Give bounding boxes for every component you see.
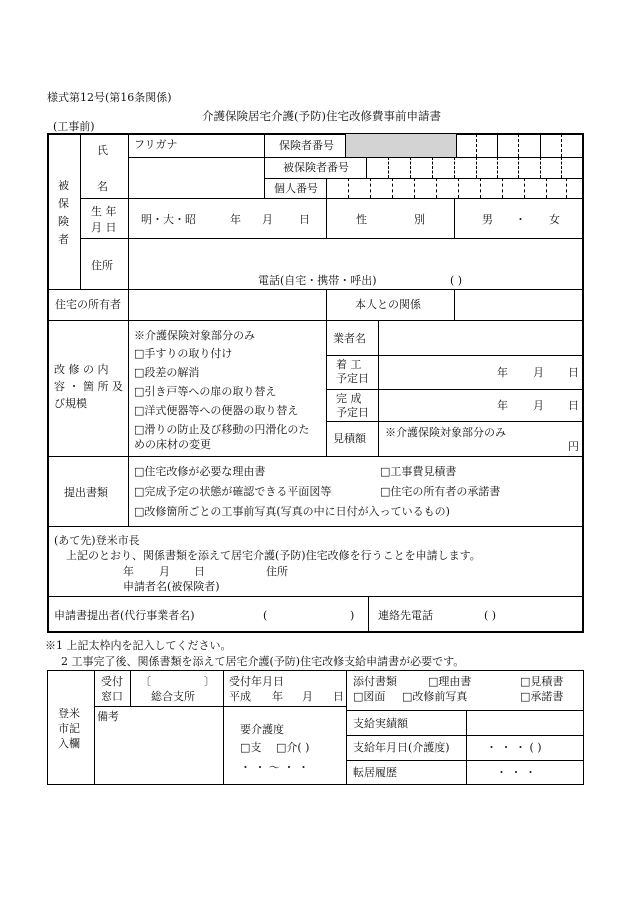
renovation-item: めの床材の変更 [134,438,211,451]
consent-doc: □承諾書 [520,690,564,703]
care-option: □介( ) [276,741,310,754]
document-item: □完成予定の状態が確認できる平面図等 [134,485,332,498]
insured-label-2: 保 [58,197,69,210]
start-month: 月 [533,366,544,379]
estimate-label: 見積額 [333,432,366,445]
end-year: 年 [497,399,508,412]
received-day: 日 [333,690,344,703]
end-label-1: 完 成 [336,392,362,405]
city-label-1: 登米 [58,707,80,720]
end-label-2: 予定日 [336,406,369,419]
renovation-label-2: 容 ・ 箇 所 及 [54,380,123,393]
sex-label-2: 別 [414,213,425,226]
insured-label-4: 者 [58,233,69,246]
yen-unit: 円 [568,440,579,453]
received-era: 平成 [229,690,251,703]
estimate-note: ※介護保険対象部分のみ [385,426,506,439]
end-day: 日 [568,399,579,412]
contractor-label: 業者名 [333,332,366,345]
declaration-month: 月 [159,565,170,578]
furigana-label: フリガナ [134,138,178,151]
insured-label-3: 険 [58,215,69,228]
submitter-paren-open: ( [263,609,268,622]
declaration-day: 日 [194,565,205,578]
name-label-2: 名 [97,180,108,193]
submitter-paren-close: ) [350,609,355,622]
renovation-item: □洋式便器等への便器の取り替え [134,404,299,417]
bracket-close: 〕 [204,675,215,688]
personal-number-label: 個人番号 [274,182,318,195]
birth-month: 月 [262,213,273,226]
bracket-open: 〔 [140,675,151,688]
document-item: □住宅改修が必要な理由書 [134,465,266,478]
applicant-label: 申請者名(被保険者) [123,580,220,593]
renovation-item: □引き戸等への扉の取り替え [134,385,277,398]
form-title: 介護保険居宅介護(予防)住宅改修費事前申請書 [202,109,441,123]
female-option: 女 [549,213,560,226]
stage-label: (工事前) [53,120,95,133]
insurer-number-label: 保険者番号 [279,139,334,152]
birth-year: 年 [230,213,241,226]
sex-separator: ・ [515,213,526,226]
payment-record-label: 支給実績額 [353,717,408,730]
renovation-item: □滑りの防止及び移動の円滑化のた [134,423,310,436]
document-item: □工事費見積書 [380,465,457,478]
relocation-label: 転居履歴 [353,766,397,779]
address-label: 住所 [91,259,113,272]
drawing-doc: □図面 [353,690,386,703]
received-year: 年 [272,690,283,703]
form-number: 様式第12号(第16条関係) [47,91,172,104]
start-label-1: 着 工 [336,358,362,371]
city-label-2: 市記 [58,722,80,735]
document-item: □改修箇所ごとの工事前写真(写真の中に日付が入っているもの) [134,505,450,518]
relocation-value: ・ ・ ・ [496,766,536,779]
document-item: □住宅の所有者の承諾書 [380,485,501,498]
name-label-1: 氏 [97,144,108,157]
support-option: □支 [240,741,262,754]
birth-day: 日 [299,213,310,226]
declaration-text: 上記のとおり、関係書類を添えて居宅介護(予防)住宅改修を行うことを申請します。 [66,549,481,562]
reception-label-1: 受付 [101,675,123,688]
declaration-year: 年 [123,565,134,578]
submitter-phone-parens: ( ) [484,609,497,622]
reception-label-2: 窓口 [101,690,123,703]
care-period: ・ ・ 〜 ・ ・ [240,761,309,774]
renovation-label-1: 改 修 の 内 [54,363,109,376]
renovation-label-3: び規模 [54,397,87,410]
sex-label-1: 性 [356,213,367,226]
received-date-label: 受付年月日 [229,675,284,688]
start-day: 日 [568,366,579,379]
phone-label: 電話(自宅・携帯・呼出) [258,274,377,287]
submitter-phone-label: 連絡先電話 [378,609,433,622]
addressee: (あて先)登米市長 [54,534,140,547]
owner-label: 住宅の所有者 [55,298,121,311]
photo-doc: □改修前写真 [402,690,468,703]
city-label-3: 入欄 [58,737,80,750]
insured-number-label: 被保険者番号 [283,161,349,174]
renovation-note: ※介護保険対象部分のみ [134,329,255,342]
note-1: ※1 上記太枠内を記入してください。 [45,639,232,652]
submitter-label: 申請書提出者(代行事業者名) [54,609,195,622]
remarks-label: 備考 [97,710,119,723]
end-month: 月 [533,399,544,412]
estimate-doc: □見積書 [520,675,564,688]
payment-date-label: 支給年月日(介護度) [353,741,450,754]
payment-date-value: ・ ・ ・ ( ) [486,741,542,754]
received-month: 月 [302,690,313,703]
insured-label-1: 被 [58,179,69,192]
declaration-address-label: 住所 [266,565,288,578]
documents-label: 提出書類 [64,486,108,499]
era-options: 明・大・昭 [141,213,196,226]
start-label-2: 予定日 [336,372,369,385]
renovation-item: □段差の解消 [134,366,200,379]
phone-parens: ( ) [450,274,463,287]
birth-label-2: 月 日 [91,221,117,234]
renovation-item: □手すりの取り付け [134,347,233,360]
attachments-label: 添付書類 [353,675,397,688]
care-level-label: 要介護度 [240,723,284,736]
birth-label-1: 生 年 [91,205,117,218]
relation-label: 本人との関係 [355,298,421,311]
note-2: 2 工事完了後、関係書類を添えて居宅介護(予防)住宅改修支給申請書が必要です。 [61,655,465,668]
reason-doc: □理由書 [428,675,472,688]
male-option: 男 [482,213,493,226]
insurer-number-shaded [345,134,456,157]
branch-label: 総合支所 [151,690,195,703]
start-year: 年 [497,366,508,379]
